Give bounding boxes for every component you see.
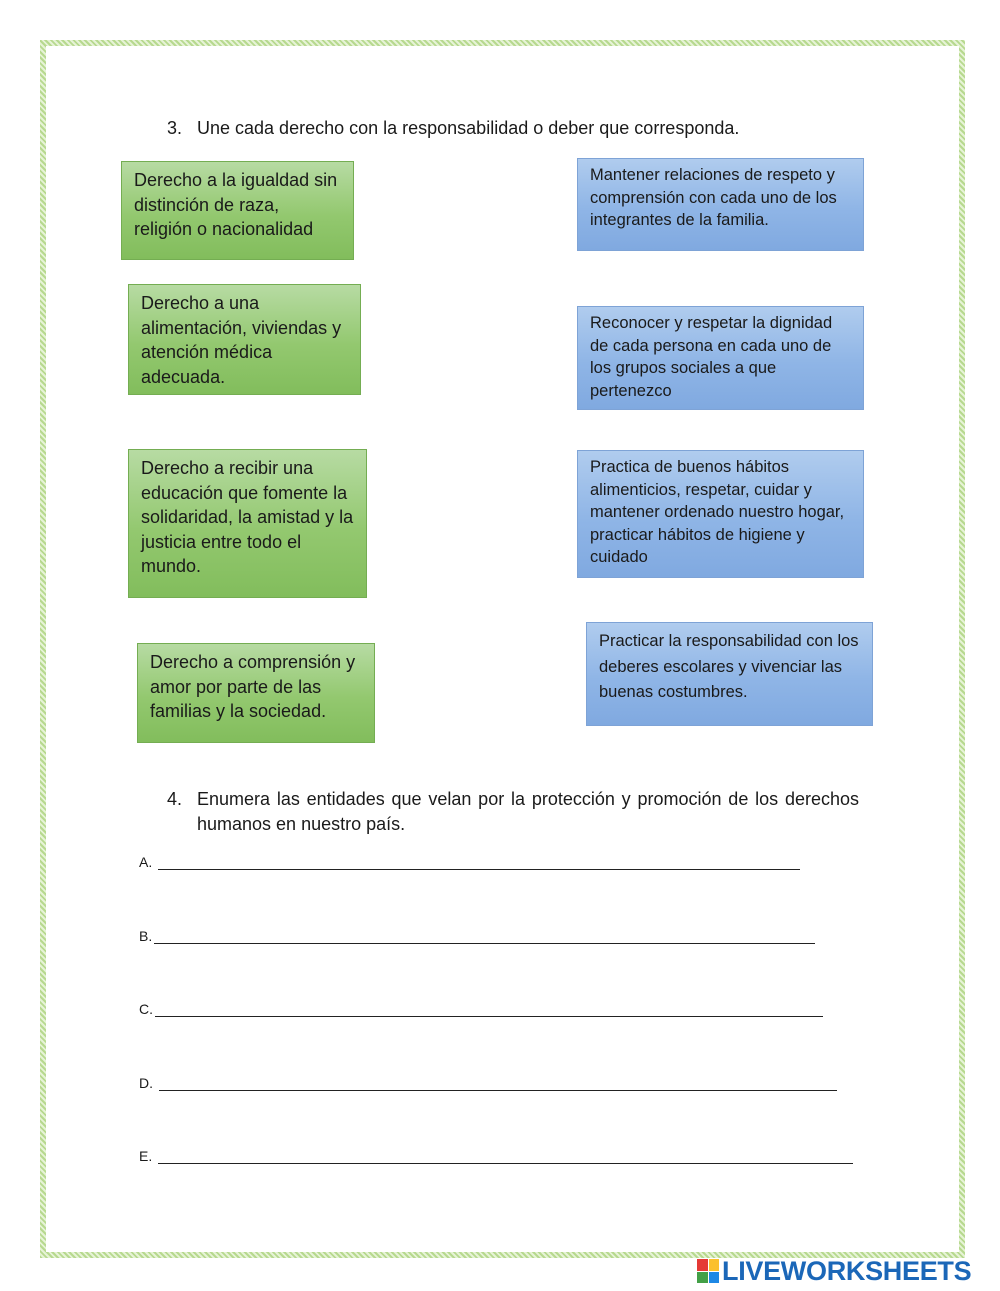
brand-square-1 bbox=[697, 1259, 708, 1271]
right-box-equality[interactable]: Derecho a la igualdad sin distinción de raza, religión o nacionalidad bbox=[121, 161, 354, 260]
question-3-number: 3. bbox=[167, 118, 183, 138]
question-3-text: Une cada derecho con la responsabilidad o deber que corresponda. bbox=[197, 118, 740, 138]
answer-line-a[interactable] bbox=[139, 850, 800, 870]
duty-box-family-respect[interactable]: Mantener relaciones de respeto y comprensión con cada uno de los integrantes de la familia. bbox=[577, 158, 864, 251]
brand-square-4 bbox=[709, 1272, 720, 1284]
duty-box-school[interactable]: Practicar la responsabilidad con los deberes escolares y vivenciar las buenas costumbres. bbox=[586, 622, 873, 726]
answer-line-d[interactable] bbox=[139, 1071, 837, 1091]
answer-label-d: D. bbox=[139, 1075, 157, 1091]
answer-rule-a[interactable] bbox=[158, 857, 800, 870]
answer-line-c[interactable] bbox=[139, 997, 823, 1017]
duty-box-habits[interactable]: Practica de buenos hábitos alimenticios, respetar, cuidar y mantener ordenado nuestro hogar, practicar hábitos de higiene y cuidado bbox=[577, 450, 864, 578]
right-box-food-housing[interactable]: Derecho a una alimentación, viviendas y atención médica adecuada. bbox=[128, 284, 361, 395]
answer-rule-e[interactable] bbox=[158, 1151, 853, 1164]
brand-name: LIVEWORKSHEETS bbox=[722, 1255, 972, 1286]
answer-rule-b[interactable] bbox=[154, 931, 815, 944]
answer-label-a: A. bbox=[139, 854, 157, 870]
brand-square-3 bbox=[697, 1272, 708, 1284]
answer-rule-c[interactable] bbox=[155, 1004, 823, 1017]
answer-line-b[interactable] bbox=[139, 924, 815, 944]
answer-label-e: E. bbox=[139, 1148, 157, 1164]
answer-label-b: B. bbox=[139, 928, 153, 944]
brand-grid-icon bbox=[697, 1259, 719, 1283]
brand-square-2 bbox=[709, 1259, 720, 1271]
liveworksheets-logo bbox=[697, 1256, 971, 1286]
right-box-education[interactable]: Derecho a recibir una educación que fomente la solidaridad, la amistad y la justicia entre todo el mundo. bbox=[128, 449, 367, 598]
answer-line-e[interactable] bbox=[139, 1144, 853, 1164]
answer-label-c: C. bbox=[139, 1001, 153, 1017]
question-3 bbox=[167, 116, 867, 141]
question-4 bbox=[167, 787, 859, 839]
answer-rule-d[interactable] bbox=[159, 1078, 837, 1091]
duty-box-dignity[interactable]: Reconocer y respetar la dignidad de cada persona en cada uno de los grupos sociales a que pertenezco bbox=[577, 306, 864, 410]
question-4-text: Enumera las entidades que velan por la protección y promoción de los derechos humanos en nuestro país. bbox=[197, 789, 859, 834]
right-box-love[interactable]: Derecho a comprensión y amor por parte de las familias y la sociedad. bbox=[137, 643, 375, 743]
question-4-number: 4. bbox=[167, 789, 183, 809]
